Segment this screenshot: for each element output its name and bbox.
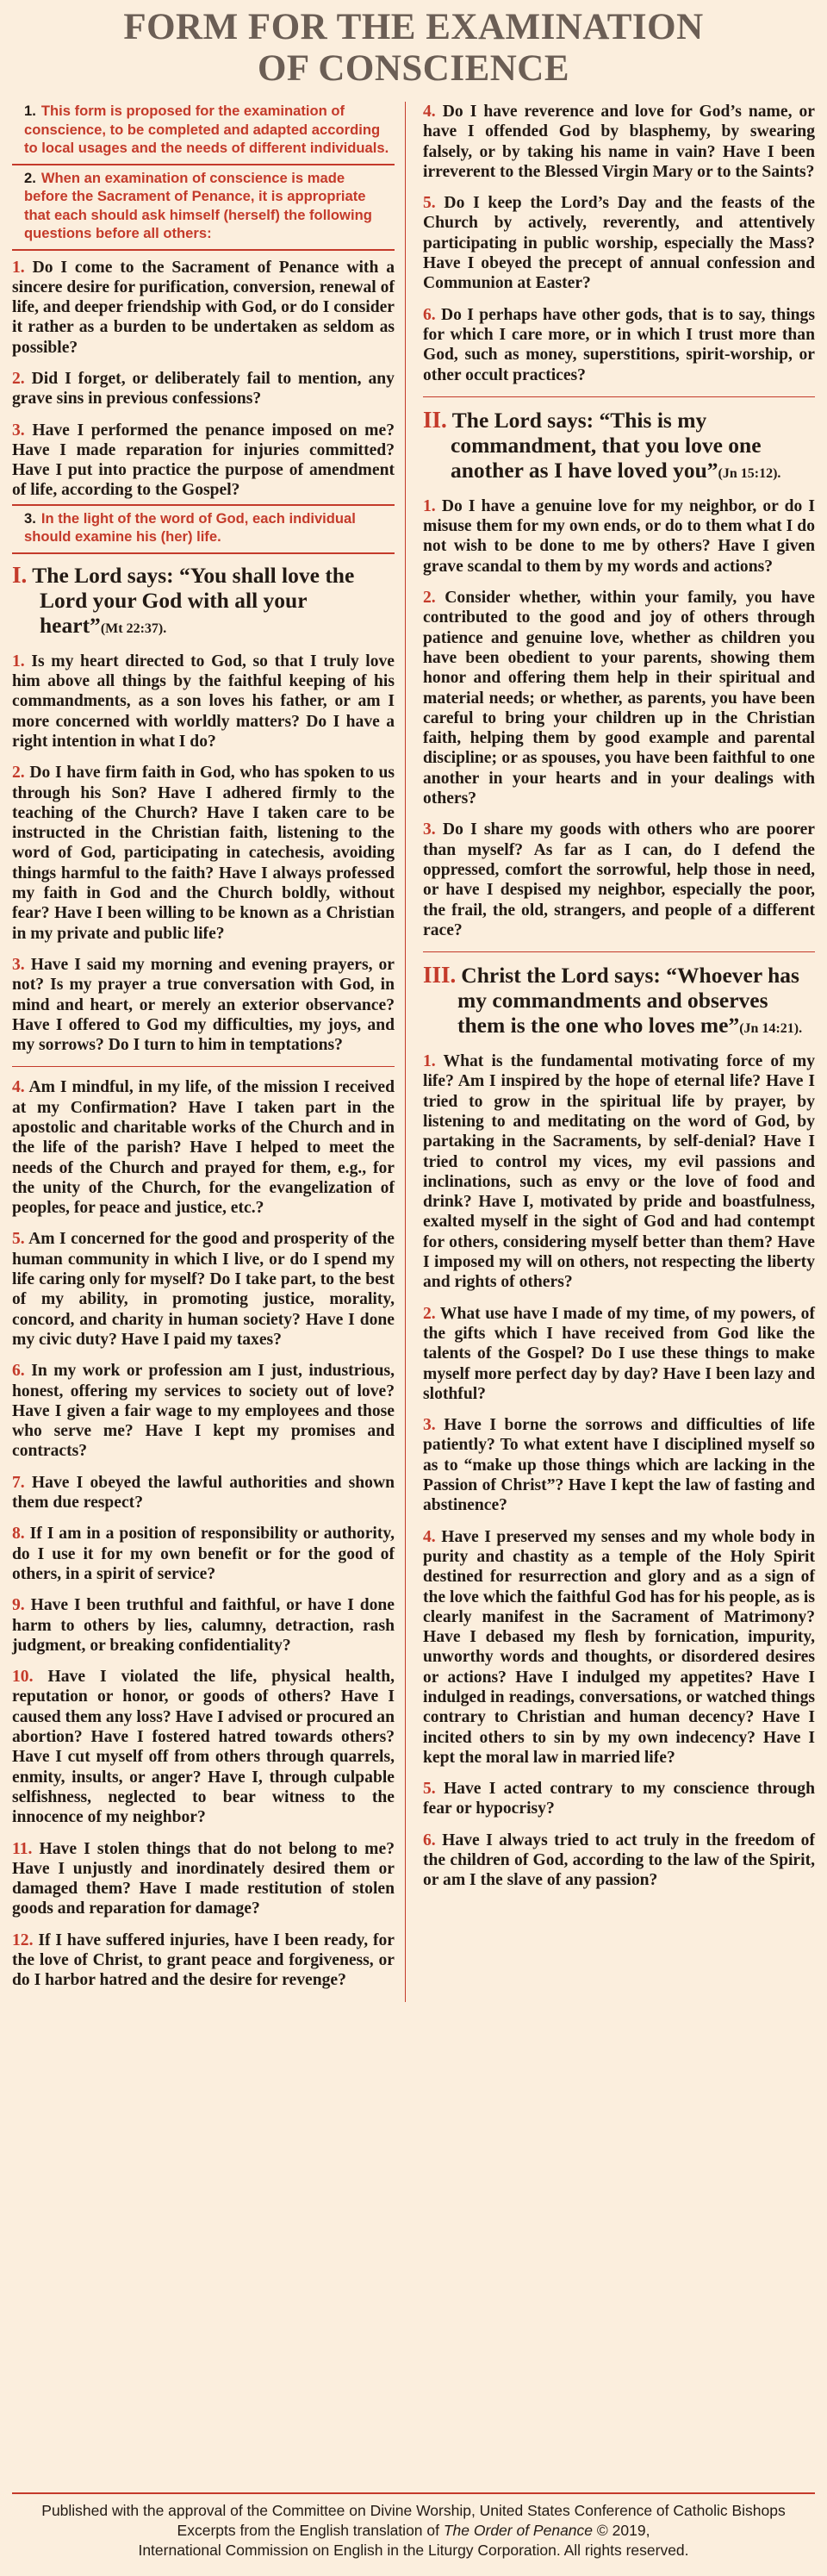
- s2-question-2: 2. Consider whether, within your family, you have contributed to the good and joy of others through patience and genuine love, whether as children you have been obedient to your parents, showing them honor and offering them help in their spiritual and material needs; or whether, as parents, you have been careful to bring your children up in the Christian faith, helping them by good example and parental discipline; or as spouses, you have been faithful to one another in your hearts and in your dealings with others?: [423, 589, 815, 808]
- s3-question-1: 1. What is the fundamental motivating force of my life? Am I inspired by the hope of eternal life? Have I tried to grow in the spiritual life by prayer, by listening to and meditating on the word of God, by partaking in the Sacraments, by self-denial? Have I tried to control my vices, my evil passions and inclinations, such as envy or the love of food and drink? Have I, motivated by pride and boastfulness, exalted myself in the sight of God and had contempt for others, considering myself better than them? Have I imposed my will on others, not respecting the liberty and rights of others?: [423, 1052, 816, 1292]
- s2-question-7: 7. Have I obeyed the lawful authorities and shown them due respect?: [12, 1473, 395, 1513]
- right-column: [421, 102, 815, 2002]
- s2-question-3: 3. Do I share my goods with others who are poorer than myself? As far as I can, do I defend the oppressed, comfort the sorrowful, help those in need, or have I despised my neighbor, especially the poor, the frail, the old, strangers, and people of a different race?: [423, 820, 815, 939]
- s1-question-1: 1. Is my heart directed to God, so that I truly love him above all things by the faithful keeping of his commandments, as a son loves his father, or am I more concerned with worldly matters? Do I have a right intention in what I do?: [12, 652, 395, 751]
- s1-question-6: 6. Do I perhaps have other gods, that is to say, things for which I care more, or in which I trust more than God, such as money, superstitions, spirit-worship, or other occult practices?: [423, 305, 815, 384]
- prelim-question-3: 3. Have I performed the penance imposed on me? Have I made reparation for injuries committed? Have I put into practice the purpose of amendment of life, according to the Gospel?: [12, 421, 395, 500]
- s2-question-1: 1. Do I have a genuine love for my neighbor, or do I misuse them for my own ends, or do to them what I do not wish to be done to me by others? Have I given grave scandal to them by my words and actions?: [423, 496, 815, 576]
- note-3: 3. In the light of the word of God, each individual should examine his (her) life.: [12, 504, 395, 552]
- section-2-heading: II. The Lord says: “This is my commandment, that you love one another as I have loved you”(Jn 15:12).: [423, 406, 781, 483]
- footer-copyright: International Commission on English in the Liturgy Corporation. All rights reserved.: [138, 2542, 689, 2559]
- s1-question-3: 3. Have I said my morning and evening prayers, or not? Is my prayer a true conversation with God, in mind and heart, or merely an exterior observance? Have I offered to God my difficulties, my joys, and my sorrows? Do I turn to him in temptations?: [12, 955, 395, 1055]
- s3-question-3: 3. Have I borne the sorrows and difficulties of life patiently? To what extent have I disciplined myself so as to “make up those things which are lacking in the Passion of Christ”? Have I kept the law of fasting and abstinence?: [423, 1416, 815, 1515]
- s2-question-9: 9. Have I been truthful and faithful, or have I done harm to others by lies, calumny, detraction, rash judgment, or breaking confidentiality?: [12, 1596, 395, 1655]
- s3-question-4: 4. Have I preserved my senses and my whole body in purity and chastity as a temple of the Holy Spirit destined for resurrection and glory and as a sign of the love which the faithful God has for his people, as is clearly manifest in the Sacrament of Matrimony? Have I debased my flesh by fornication, impurity, unworthy words and thoughts, or disordered desires or actions? Have I indulged my appetites? Have I indulged in readings, conversations, or watched things contrary to Christian and human decency? Have I incited others to sin by my own indecency? Have I kept the moral law in married life?: [423, 1527, 815, 1767]
- section-3-heading: III. Christ the Lord says: “Whoever has my commandments and observes them is the one who loves me”(Jn 14:21).: [423, 962, 803, 1039]
- section-1-heading: I. The Lord says: “You shall love the Lord your God with all your heart”(Mt 22:37).: [12, 561, 355, 638]
- note-1: 1. This form is proposed for the examination of conscience, to be completed and adapted according to local usages and the needs of different individuals.: [24, 103, 389, 156]
- s2-question-5: 5. Am I concerned for the good and prosperity of the human community in which I live, or do I spend my life caring only for myself? Do I take part, to the best of my ability, in promoting justice, morality, concord, and charity in human society? Have I done my civic duty? Have I paid my taxes?: [12, 1230, 395, 1349]
- title-line-2: OF CONSCIENCE: [257, 48, 570, 89]
- s3-question-2: 2. What use have I made of my time, of my powers, of the gifts which I have received from God like the talents of the Gospel? Do I use these things to make myself more perfect day by day? Have I been lazy and slothful?: [423, 1304, 815, 1403]
- s2-question-12: 12. If I have suffered injuries, have I been ready, for the love of Christ, to grant peace and forgiveness, or do I harbor hatred and the desire for revenge?: [12, 1930, 395, 1990]
- divider: [423, 951, 815, 952]
- two-column-body: [12, 102, 815, 2002]
- s2-question-11: 11. Have I stolen things that do not belong to me? Have I unjustly and inordinately desired them or damaged them? Have I made restitution of stolen goods and reparation for damage?: [12, 1839, 395, 1918]
- footer-rule: [12, 2492, 815, 2494]
- s1-question-4: 4. Do I have reverence and love for God’s name, or have I offended God by blasphemy, by swearing falsely, or by taking his name in vain? Have I been irreverent to the Blessed Virgin Mary or to the Saints?: [423, 103, 815, 181]
- prelim-question-1: 1. Do I come to the Sacrament of Penance with a sincere desire for purification, conversion, renewal of life, and deeper friendship with God, or do I consider it rather as a burden to be undertaken as seldom as possible?: [12, 258, 395, 357]
- s2-question-6: 6. In my work or profession am I just, industrious, honest, offering my services to society out of love? Have I given a fair wage to my employees and those who serve me? Have I kept my promises and contracts?: [12, 1362, 395, 1461]
- s1-question-5: 5. Do I keep the Lord’s Day and the feasts of the Church by actively, reverently, and attentively participating in public worship, especially the Mass? Have I obeyed the precept of annual confession and Communion at Easter?: [423, 194, 815, 293]
- divider: [423, 396, 815, 397]
- page-title: [12, 0, 815, 90]
- s2-question-4: 4. Am I mindful, in my life, of the mission I received at my Confirmation? Have I taken part in the apostolic and charitable works of the Church and in the life of the parish? Have I helped to meet the needs of the Church and prayed for them, e.g., for the unity of the Church, for the evangelization of peoples, for peace and justice, etc.?: [12, 1078, 395, 1218]
- s3-question-5: 5. Have I acted contrary to my conscience through fear or hypocrisy?: [423, 1780, 815, 1818]
- divider: [12, 249, 395, 251]
- footer-excerpts: Excerpts from the English translation of The Order of Penance © 2019,: [177, 2522, 650, 2539]
- divider: [12, 552, 395, 554]
- title-line-1: FORM FOR THE EXAMINATION: [123, 7, 704, 47]
- footer-approval: Published with the approval of the Committee on Divine Worship, United States Conference of Catholic Bishops: [41, 2502, 786, 2519]
- left-column: [12, 102, 406, 2002]
- s2-question-10: 10. Have I violated the life, physical health, reputation or honor, or goods of others? Have I caused them any loss? Have I advised or procured an abortion? Have I fostered hatred towards others? Have I cut myself off from others through quarrels, enmity, insults, or anger? Have I, through culpable selfishness, neglected to bear witness to the innocence of my neighbor?: [12, 1668, 395, 1827]
- note-2: 2. When an examination of conscience is made before the Sacrament of Penance, it is appropriate that each should ask himself (herself) the following questions before all others:: [12, 164, 395, 249]
- footer: [0, 2501, 827, 2560]
- s2-question-8: 8. If I am in a position of responsibility or authority, do I use it for my own benefit or for the good of others, in a spirit of service?: [12, 1525, 395, 1583]
- s3-question-6: 6. Have I always tried to act truly in the freedom of the children of God, according to the law of the Spirit, or am I the slave of any passion?: [423, 1831, 815, 1890]
- s1-question-2: 2. Do I have firm faith in God, who has spoken to us through his Son? Have I adhered firmly to the teaching of the Church? Have I taken care to be instructed in the Christian faith, listening to the word of God, participating in catechesis, avoiding things harmful to the faith? Have I always professed my faith in God and the Church boldly, without fear? Have I been willing to be known as a Christian in my private and public life?: [12, 764, 395, 943]
- divider: [12, 1066, 395, 1067]
- prelim-question-2: 2. Did I forget, or deliberately fail to mention, any grave sins in previous confessions?: [12, 369, 395, 409]
